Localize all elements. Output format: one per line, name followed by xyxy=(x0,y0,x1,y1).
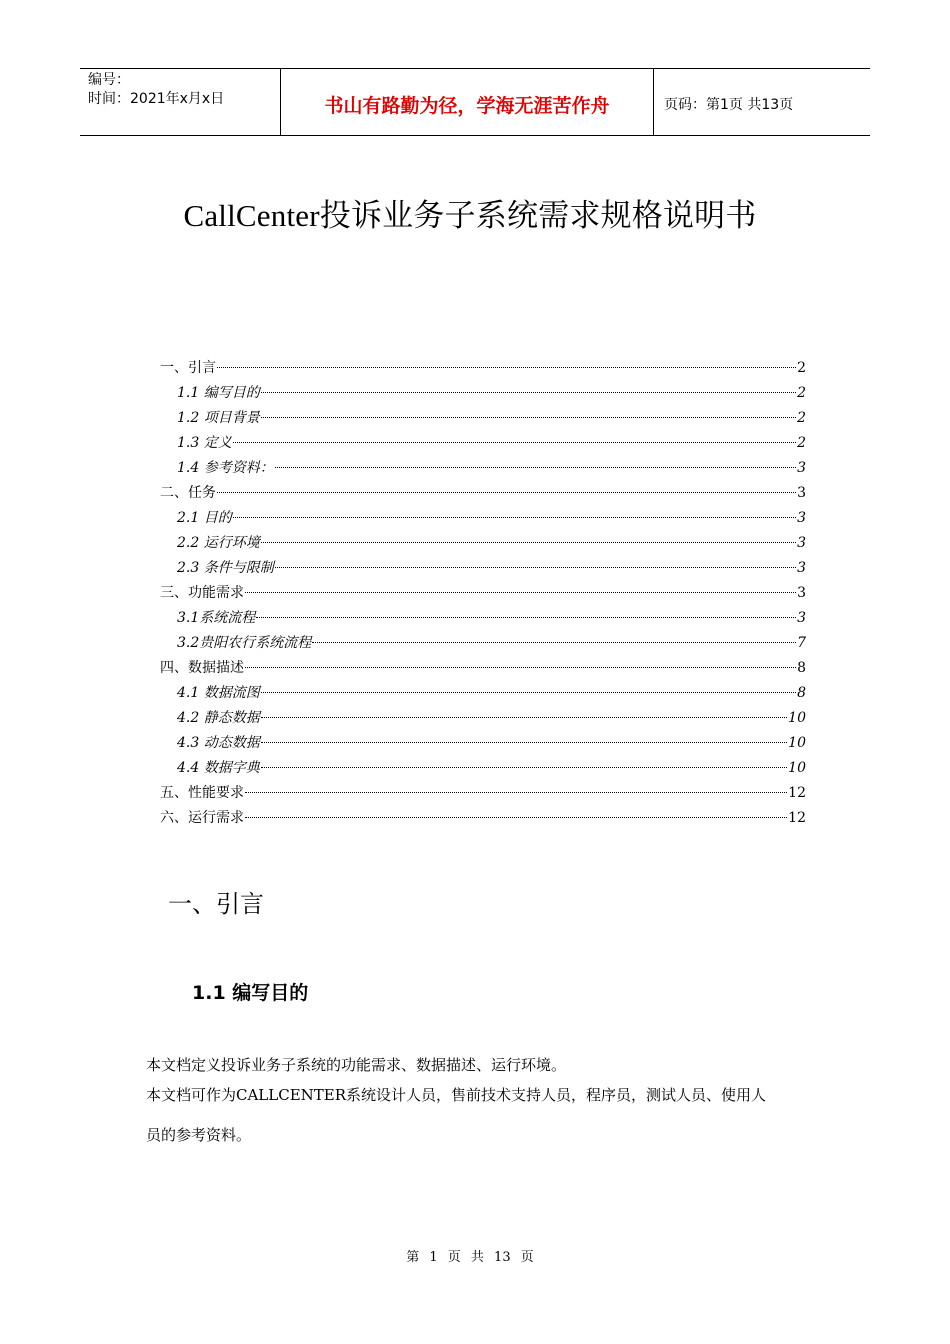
toc-entry-page: 8 xyxy=(797,685,806,701)
toc-entry-page: 3 xyxy=(797,560,806,576)
toc-leader-dots xyxy=(261,416,796,418)
toc-leader-dots xyxy=(233,441,796,443)
toc-entry-page: 10 xyxy=(788,710,806,726)
toc-entry-page: 3 xyxy=(797,460,806,476)
toc-leader-dots xyxy=(261,766,787,768)
toc-entry[interactable] xyxy=(160,756,806,781)
toc-entry-label: 1.2 项目背景 xyxy=(177,410,260,426)
toc-entry[interactable] xyxy=(160,556,806,581)
section-heading-introduction: 一、引言 xyxy=(168,890,264,918)
subsection-heading-purpose: 1.1 编写目的 xyxy=(192,982,309,1004)
toc-entry-label: 二、任务 xyxy=(160,485,216,501)
toc-entry[interactable] xyxy=(160,481,806,506)
toc-entry-label: 四、数据描述 xyxy=(160,660,244,676)
toc-leader-dots xyxy=(217,491,796,493)
toc-entry-label: 1.4 参考资料： xyxy=(177,460,274,476)
toc-entry[interactable] xyxy=(160,731,806,756)
toc-leader-dots xyxy=(312,641,796,643)
toc-leader-dots xyxy=(256,616,796,618)
paragraph-scope: 本文档定义投诉业务子系统的功能需求、数据描述、运行环境。 xyxy=(146,1056,567,1074)
toc-entry-label: 2.2 运行环境 xyxy=(177,535,260,551)
toc-entry[interactable] xyxy=(160,706,806,731)
toc-entry-page: 2 xyxy=(797,435,806,451)
toc-entry-label: 4.1 数据流图 xyxy=(177,685,260,701)
toc-leader-dots xyxy=(245,816,787,818)
document-title: CallCenter投诉业务子系统需求规格说明书 xyxy=(183,198,757,233)
toc-entry-label: 4.4 数据字典 xyxy=(177,760,260,776)
page-header-table xyxy=(80,68,870,136)
toc-entry[interactable] xyxy=(160,631,806,656)
header-motto: 书山有路勤为径，学海无涯苦作舟 xyxy=(281,69,654,135)
toc-entry-page: 10 xyxy=(788,735,806,751)
toc-leader-dots xyxy=(245,591,796,593)
toc-entry[interactable] xyxy=(160,656,806,681)
paragraph-audience-line1: 本文档可作为CALLCENTER系统设计人员，售前技术支持人员，程序员，测试人员、使用人 xyxy=(146,1086,767,1104)
toc-entry-page: 12 xyxy=(788,785,806,801)
page-footer: 第 1 页 共 13 页 xyxy=(406,1250,534,1265)
toc-entry-page: 3 xyxy=(797,610,806,626)
toc-leader-dots xyxy=(275,566,796,568)
toc-entry-page: 3 xyxy=(797,535,806,551)
header-meta-cell xyxy=(80,69,281,135)
toc-entry-page: 8 xyxy=(797,660,806,676)
toc-entry-label: 2.1 目的 xyxy=(177,510,232,526)
toc-entry-page: 2 xyxy=(797,410,806,426)
toc-entry[interactable] xyxy=(160,356,806,381)
toc-entry-label: 4.3 动态数据 xyxy=(177,735,260,751)
header-time-label: 时间：2021年x月x日 xyxy=(88,91,225,107)
toc-entry-page: 3 xyxy=(797,510,806,526)
toc-entry-label: 3.2贵阳农行系统流程 xyxy=(177,635,312,651)
toc-entry[interactable] xyxy=(160,531,806,556)
toc-entry-page: 3 xyxy=(797,585,806,601)
toc-entry-page: 2 xyxy=(797,385,806,401)
table-of-contents xyxy=(160,356,806,831)
toc-leader-dots xyxy=(275,466,796,468)
toc-entry-page: 10 xyxy=(788,760,806,776)
toc-entry-label: 一、引言 xyxy=(160,360,216,376)
toc-entry-label: 五、性能要求 xyxy=(160,785,244,801)
toc-entry-label: 三、功能需求 xyxy=(160,585,244,601)
toc-leader-dots xyxy=(233,516,796,518)
toc-entry[interactable] xyxy=(160,781,806,806)
toc-entry[interactable] xyxy=(160,456,806,481)
toc-entry[interactable] xyxy=(160,606,806,631)
toc-entry[interactable] xyxy=(160,681,806,706)
toc-entry[interactable] xyxy=(160,431,806,456)
toc-leader-dots xyxy=(245,791,787,793)
toc-entry-label: 3.1系统流程 xyxy=(177,610,256,626)
toc-entry-page: 3 xyxy=(797,485,806,501)
toc-entry-page: 12 xyxy=(788,810,806,826)
paragraph-audience-line2: 员的参考资料。 xyxy=(146,1126,252,1144)
toc-leader-dots xyxy=(245,666,796,668)
toc-entry[interactable] xyxy=(160,581,806,606)
toc-leader-dots xyxy=(261,391,796,393)
toc-entry-label: 1.3 定义 xyxy=(177,435,232,451)
toc-entry-page: 7 xyxy=(797,635,806,651)
toc-entry-label: 六、运行需求 xyxy=(160,810,244,826)
header-page-info: 页码：第1页 共13页 xyxy=(664,97,794,113)
toc-entry-label: 2.3 条件与限制 xyxy=(177,560,274,576)
toc-leader-dots xyxy=(261,691,796,693)
toc-entry[interactable] xyxy=(160,806,806,831)
toc-entry[interactable] xyxy=(160,381,806,406)
toc-leader-dots xyxy=(217,366,796,368)
toc-entry-page: 2 xyxy=(797,360,806,376)
toc-leader-dots xyxy=(261,541,796,543)
toc-entry-label: 1.1 编写目的 xyxy=(177,385,260,401)
header-number-label: 编号： xyxy=(88,72,130,88)
toc-entry[interactable] xyxy=(160,406,806,431)
toc-entry[interactable] xyxy=(160,506,806,531)
toc-leader-dots xyxy=(261,716,787,718)
toc-leader-dots xyxy=(261,741,787,743)
toc-entry-label: 4.2 静态数据 xyxy=(177,710,260,726)
